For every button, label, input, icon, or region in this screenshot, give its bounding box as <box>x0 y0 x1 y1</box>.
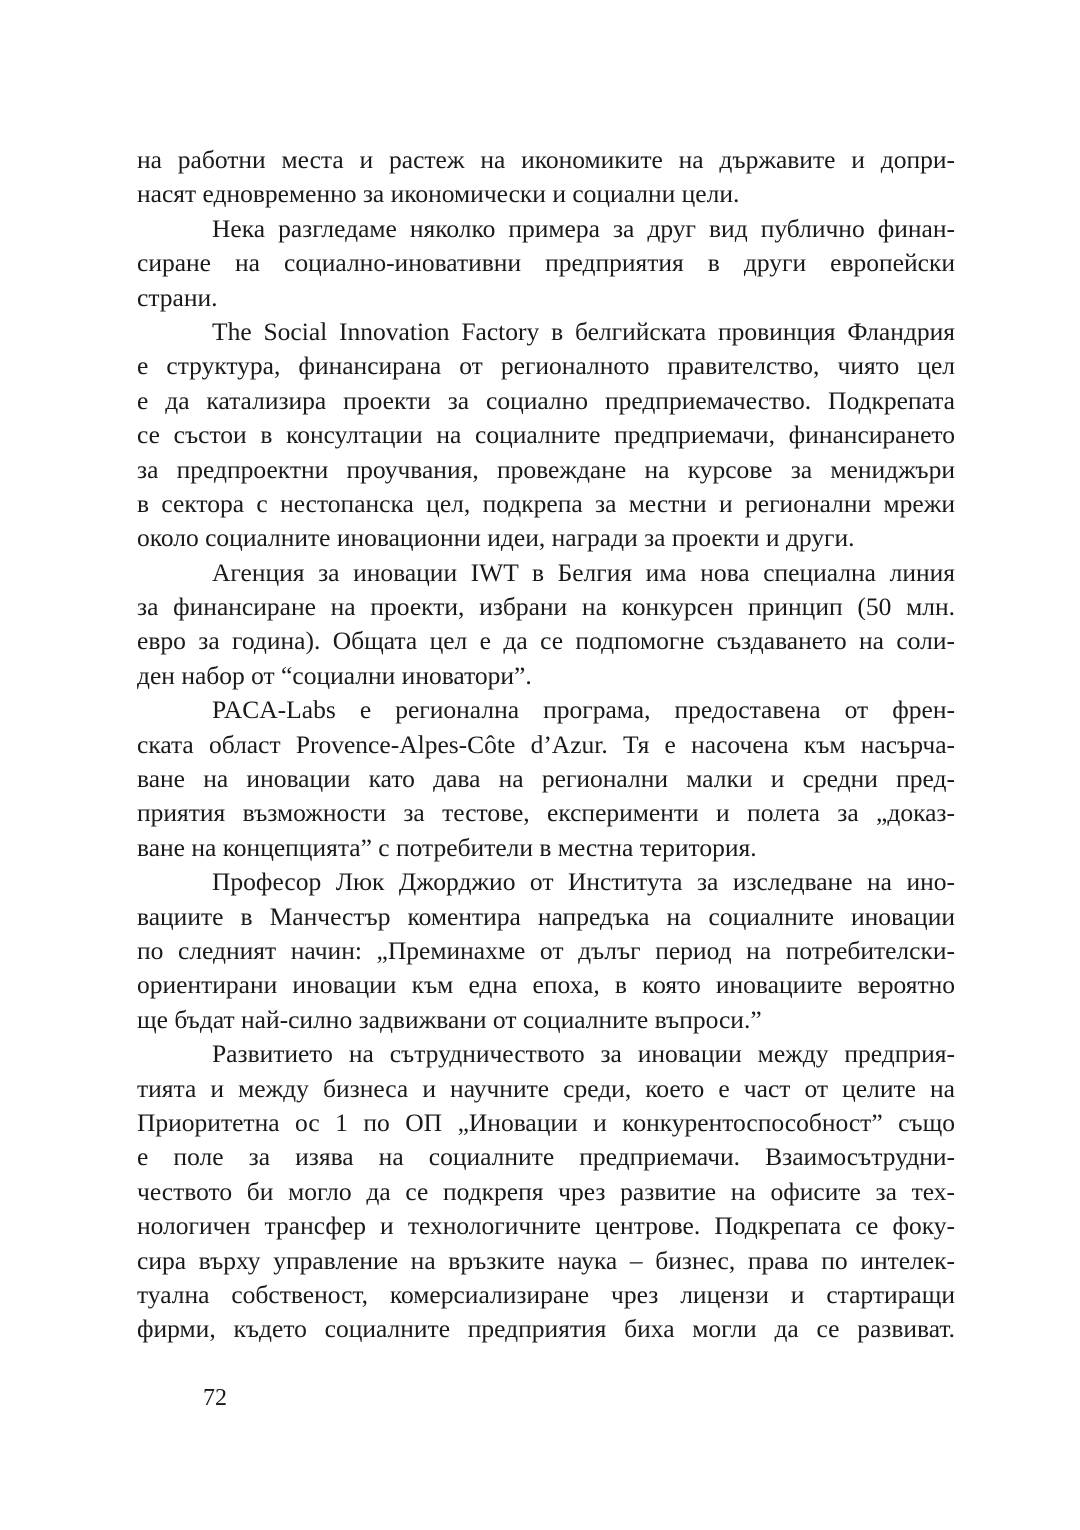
text-line: тията и между бизнеса и научните среди, което е част от целите на <box>137 1073 955 1103</box>
text-line: ската област Provence-Alpes-Côte d’Azur. Тя е насочена към насърча- <box>137 729 955 759</box>
text-line: Приоритетна ос 1 по ОП „Иновации и конкурентоспособност” също <box>137 1107 955 1137</box>
text-line: насят едновременно за икономически и социални цели. <box>137 179 740 209</box>
paragraph <box>137 1037 955 1347</box>
paragraph <box>137 693 955 865</box>
text-line: е да катализира проекти за социално предприемачество. Подкрепата <box>137 385 955 415</box>
text-line: ден набор от “социални иноватори”. <box>137 660 532 690</box>
text-line: Професор Люк Джорджио от Института за изследване на ино- <box>212 867 955 897</box>
text-line: Развитието на сътрудничеството за иновации между предприя- <box>212 1039 955 1069</box>
text-line: PACA-Labs е регионална програма, предоставена от френ- <box>212 695 955 725</box>
text-line: туална собственост, комерсиализиране чрез лицензи и стартиращи <box>137 1279 955 1309</box>
paragraph <box>137 212 955 315</box>
paragraph <box>137 143 955 212</box>
text-line: е структура, финансирана от регионалното правителство, чиято цел <box>137 351 955 381</box>
text-line: е поле за изява на социалните предприемачи. Взаимосътрудни- <box>137 1142 955 1172</box>
text-line: страни. <box>137 282 218 312</box>
page-number: 72 <box>203 1385 227 1411</box>
paragraph <box>137 865 955 1037</box>
text-line: вациите в Манчестър коментира напредъка на социалните иновации <box>137 901 955 931</box>
text-line: ване на иновации като дава на регионални малки и средни пред- <box>137 764 955 794</box>
text-line: сиране на социално-иновативни предприятия в други европейски <box>137 248 955 278</box>
text-line: нологичен трансфер и технологичните центрове. Подкрепата се фоку- <box>137 1211 955 1241</box>
text-line: на работни места и растеж на икономиките на държавите и допри- <box>137 145 955 174</box>
text-line: по следният начин: „Преминахме от дълъг период на потребителски- <box>137 935 955 965</box>
text-line: евро за година). Общата цел е да се подпомогне създаването на соли- <box>137 626 955 656</box>
text-line: се състои в консултации на социалните предприемачи, финансирането <box>137 420 955 450</box>
body-text <box>137 143 955 1347</box>
text-line: за предпроектни проучвания, провеждане на курсове за мениджъри <box>137 454 955 484</box>
text-line: приятия възможности за тестове, експерименти и полета за „доказ- <box>137 798 955 828</box>
paragraph <box>137 315 955 556</box>
text-line: The Social Innovation Factory в белгийската провинция Фландрия <box>212 316 955 346</box>
text-line: за финансиране на проекти, избрани на конкурсен принцип (50 млн. <box>137 592 955 622</box>
text-line: в сектора с нестопанска цел, подкрепа за местни и регионални мрежи <box>137 488 955 518</box>
text-line: сира върху управление на връзките наука – бизнес, права по интелек- <box>137 1245 955 1275</box>
text-line: ване на концепцията” с потребители в местна територия. <box>137 832 757 862</box>
text-line: Агенция за иновации IWT в Белгия има нова специална линия <box>212 557 955 587</box>
text-line: около социалните иновационни идеи, награди за проекти и други. <box>137 523 855 553</box>
text-line: ще бъдат най-силно задвижвани от социалните въпроси.” <box>137 1004 762 1034</box>
text-line: чеството би могло да се подкрепя чрез развитие на офисите за тех- <box>137 1176 955 1206</box>
paragraph <box>137 556 955 694</box>
text-line: ориентирани иновации към една епоха, в която иновациите вероятно <box>137 970 955 1000</box>
text-line: Нека разгледаме няколко примера за друг вид публично финан- <box>212 213 955 243</box>
text-line: фирми, където социалните предприятия биха могли да се развиват. <box>137 1314 955 1344</box>
